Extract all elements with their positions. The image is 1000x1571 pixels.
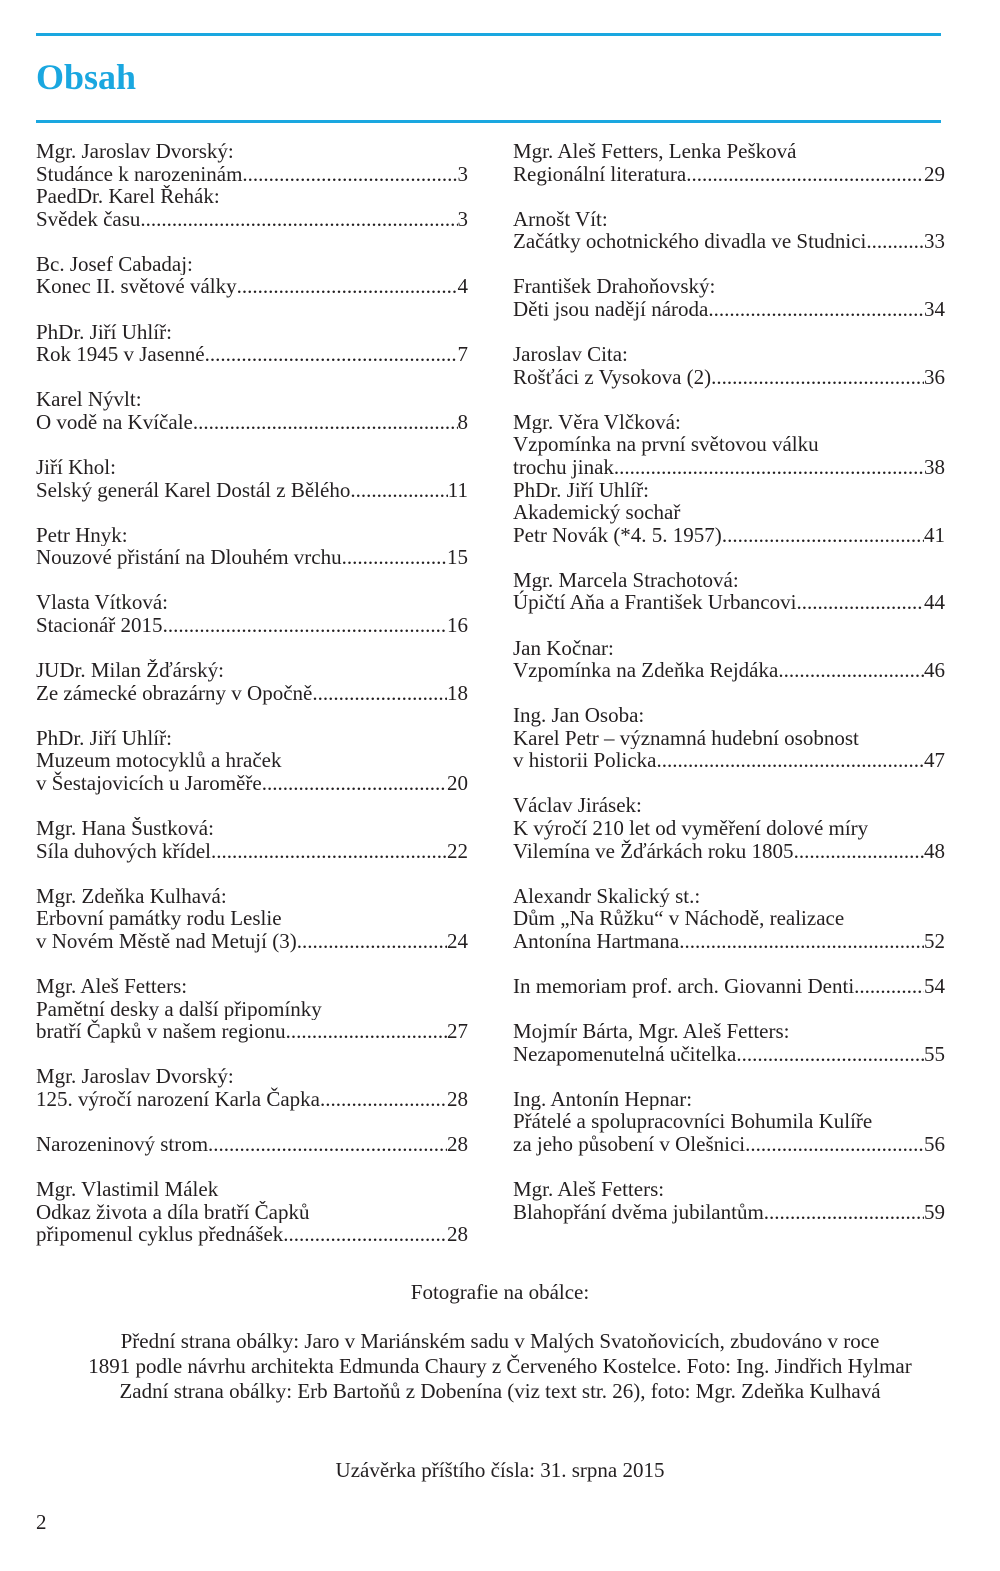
toc-entry-title-line [36,411,468,434]
toc-entry [513,140,945,185]
toc-page-number: 52 [924,928,945,953]
toc-entry [513,975,945,998]
toc-entry-title-line [36,343,468,366]
toc-entry-line: Jiří Khol: [36,455,116,479]
toc-dot-leader [237,275,458,298]
toc-entry-title-line [513,456,945,479]
toc-entry-title: Úpičtí Aňa a František Urbancovi [513,590,797,615]
toc-entry-line: PhDr. Jiří Uhlíř: [36,320,172,344]
toc-page-number: 7 [457,342,468,367]
toc-entry-title: v Novém Městě nad Metují (3) [36,928,297,953]
toc-dot-leader [778,659,924,682]
toc-dot-leader [866,230,924,253]
toc-entry-title-line [513,524,945,547]
toc-entry [36,1178,468,1246]
toc-page-number: 38 [924,454,945,479]
cover-photo-heading: Fotografie na obálce: [410,1280,590,1304]
toc-entry-title-line [36,614,468,637]
toc-entry-title-line [36,208,468,231]
toc-entry-title: Antonína Hartmana [513,928,680,953]
toc-entry-title-line [513,1043,945,1066]
toc-entry-line: K výročí 210 let od vyměření dolové míry [513,817,869,840]
toc-entry [513,569,945,614]
toc-page-number: 16 [447,612,468,637]
toc-page-number: 44 [924,590,945,615]
toc-entry-title-line [513,840,945,863]
toc-entry-title: Síla duhových křídel [36,838,211,863]
toc-page-number: 27 [447,1019,468,1044]
toc-dot-leader [297,930,447,953]
toc-dot-leader [796,591,924,614]
toc-dot-leader [163,614,447,637]
toc-entry-title-line [36,930,468,953]
toc-dot-leader [193,411,458,434]
toc-entry [513,479,945,547]
toc-dot-leader [286,1020,447,1043]
toc-entry-line: PhDr. Jiří Uhlíř: [513,478,649,502]
toc-entry-title: Studánce k narozeninám [36,161,243,186]
toc-page-number: 28 [447,1222,468,1247]
toc-entry [513,275,945,320]
toc-entry-title-line [513,749,945,772]
toc-entry-line: PaedDr. Karel Řehák: [36,185,220,208]
toc-dot-leader [722,524,924,547]
toc-entry [513,1020,945,1065]
toc-entry [36,253,468,298]
toc-dot-leader [686,163,924,186]
toc-entry-line: Mgr. Aleš Fetters, Lenka Pešková [513,140,797,163]
toc-entry-title-line [513,1133,945,1156]
toc-entry-line: Mojmír Bárta, Mgr. Aleš Fetters: [513,1020,790,1043]
toc-entry-line: Mgr. Aleš Fetters: [513,1178,665,1201]
toc-entry-title-line [36,479,468,502]
toc-entry-title-line [36,1020,468,1043]
toc-page-number: 8 [457,409,468,434]
toc-entry-line: Vlasta Vítková: [36,591,169,614]
toc-dot-leader [711,366,924,389]
toc-page-number: 54 [924,974,945,999]
toc-entry-title-line [513,591,945,614]
toc-entry-line: Mgr. Jaroslav Dvorský: [36,1065,234,1088]
page-title: Obsah [36,57,137,97]
toc-entry-title: Rok 1945 v Jasenné [36,342,205,367]
toc-entry-title: bratří Čapků v našem regionu [36,1019,286,1044]
toc-entry-title: Vzpomínka na Zdeňka Rejdáka [513,658,779,683]
toc-page-number: 36 [924,364,945,389]
toc-page-number: 4 [457,274,468,299]
toc-entry [36,975,468,1043]
toc-page-number: 3 [457,161,468,186]
toc-entry [513,1178,945,1223]
toc-page-number: 47 [924,748,945,773]
toc-entry-title: In memoriam prof. arch. Giovanni Denti [513,974,855,999]
toc-entry [36,140,468,185]
toc-entry-title-line [36,772,468,795]
toc-right-column [513,140,945,1246]
toc-entry-line: Dům „Na Růžku“ v Náchodě, realizace [513,907,845,930]
toc-entry-title-line [36,275,468,298]
toc-dot-leader [736,1043,924,1066]
toc-dot-leader [208,1133,447,1156]
toc-entry [36,456,468,501]
toc-entry-line: Karel Nývlt: [36,388,142,411]
toc-dot-leader [242,163,457,186]
toc-entry-title: v Šestajovicích u Jaroměře [36,770,262,795]
toc-entry-line: Mgr. Vlastimil Málek [36,1178,219,1201]
toc-entry-title: Vilemína ve Žďárkách roku 1805 [513,838,794,863]
toc-dot-leader [205,343,458,366]
toc-entry-line: Mgr. Hana Šustková: [36,816,214,840]
toc-page-number: 48 [924,838,945,863]
toc-entry [513,704,945,772]
toc-entry-title: Nezapomenutelná učitelka [513,1041,737,1066]
toc-entry-line: Petr Hnyk: [36,523,128,547]
toc-entry [513,411,945,479]
toc-page-number: 34 [924,296,945,321]
toc-entry-title-line [513,230,945,253]
toc-entry-title: trochu jinak [513,454,614,479]
toc-entry-line: Mgr. Marcela Strachotová: [513,568,739,592]
toc-entry-title-line [36,840,468,863]
toc-page-number: 11 [447,477,468,502]
toc-entry-line: Pamětní desky a další připomínky [36,997,322,1021]
toc-entry-line: JUDr. Milan Žďárský: [36,659,224,682]
toc-page-number: 24 [447,928,468,953]
toc-entry-title-line [513,366,945,389]
toc-entry [36,591,468,636]
toc-dot-leader [140,208,457,231]
toc-page-number: 29 [924,161,945,186]
toc-entry [513,343,945,388]
toc-entry-line: Ing. Antonín Hepnar: [513,1087,693,1111]
toc-dot-leader [312,682,447,705]
toc-page-number: 33 [924,229,945,254]
toc-entry-line: Přátelé a spolupracovníci Bohumila Kulíře [513,1110,873,1133]
toc-entry-title: Svědek času [36,206,141,231]
toc-entry [513,208,945,253]
toc-entry-title: Narozeninový strom [36,1131,209,1156]
deadline-note: Uzávěrka příštího čísla: 31. srpna 2015 [335,1458,665,1482]
toc-entry-line: Erbovní památky rodu Leslie [36,907,282,930]
toc-entry-title-line [513,1201,945,1224]
title-rule [36,120,941,123]
toc-dot-leader [320,1088,447,1111]
toc-entry-title: Ze zámecké obrazárny v Opočně [36,680,313,705]
toc-page-number: 41 [924,522,945,547]
toc-page-number: 56 [924,1132,945,1156]
toc-page-number: 15 [447,545,468,570]
toc-entry-title-line [36,163,468,186]
toc-entry [36,885,468,953]
toc-entry-title-line [513,298,945,321]
toc-entry-title: v historii Policka [513,748,657,773]
toc-entry [36,1133,468,1156]
top-rule [36,33,941,36]
toc-entry-line: Bc. Josef Cabadaj: [36,252,193,276]
toc-entry-line: Mgr. Aleš Fetters: [36,974,188,998]
toc-entry-line: Mgr. Zdeňka Kulhavá: [36,884,227,908]
toc-dot-leader [764,1201,924,1224]
toc-entry [513,885,945,953]
toc-entry [513,637,945,682]
toc-entry-title-line [513,163,945,186]
toc-entry-line: Mgr. Věra Vlčková: [513,410,681,434]
cover-photo-caption-line: Zadní strana obálky: Erb Bartoňů z Dobenína (viz text str. 26), foto: Mgr. Zdeňka Kulhavá [119,1379,881,1403]
toc-entry [36,1065,468,1110]
toc-entry [513,1088,945,1156]
toc-entry-title: Konec II. světové války [36,274,237,299]
toc-entry-title: Děti jsou nadějí národa [513,296,709,321]
toc-entry [513,794,945,862]
toc-entry [36,659,468,704]
toc-entry [36,388,468,433]
toc-entry-line: František Drahoňovský: [513,275,716,298]
toc-entry-title-line [36,1133,468,1156]
toc-entry-line: Ing. Jan Osoba: [513,704,645,727]
toc-dot-leader [614,456,924,479]
toc-entry-title-line [513,930,945,953]
toc-page-number: 59 [924,1199,945,1224]
toc-dot-leader [745,1133,924,1156]
toc-entry-title-line [36,546,468,569]
toc-entry-title: za jeho působení v Olešnici [513,1132,746,1156]
toc-entry-title: Petr Novák (*4. 5. 1957) [513,522,722,547]
toc-entry-title: Začátky ochotnického divadla ve Studnici [513,229,867,254]
toc-entry-line: PhDr. Jiří Uhlíř: [36,726,172,750]
toc-page-number: 3 [457,206,468,231]
toc-dot-leader [708,298,924,321]
page-number: 2 [36,1510,47,1534]
toc-page-number: 22 [447,838,468,863]
toc-entry-title-line [36,1223,468,1246]
toc-entry-line: Václav Jirásek: [513,794,642,818]
cover-photo-caption-line: Přední strana obálky: Jaro v Mariánském sadu v Malých Svatoňovicích, zbudováno v roce [120,1329,880,1353]
cover-photo-captions [0,1329,1000,1404]
toc-left-column [36,140,468,1268]
toc-dot-leader [854,975,924,998]
toc-entry-title: Stacionář 2015 [36,612,163,637]
toc-entry-title: Nouzové přistání na Dlouhém vrchu [36,545,342,570]
toc-entry [36,524,468,569]
toc-entry-title-line [36,682,468,705]
toc-dot-leader [794,840,924,863]
toc-entry-line: Muzeum motocyklů a hraček [36,749,282,772]
toc-entry-line: Vzpomínka na první světovou válku [513,433,819,456]
toc-entry-line: Arnošt Vít: [513,207,608,231]
toc-entry-line: Jaroslav Cita: [513,343,628,366]
toc-entry-title: O vodě na Kvíčale [36,409,193,434]
toc-entry-line: Odkaz života a díla bratří Čapků [36,1200,310,1224]
toc-entry-line: Karel Petr – významná hudební osobnost [513,726,859,750]
toc-page-number: 55 [924,1041,945,1066]
toc-page-number: 46 [924,658,945,683]
toc-page-number: 18 [447,680,468,705]
toc-entry-title-line [513,975,945,998]
toc-page-number: 28 [447,1131,468,1156]
toc-entry-title: Regionální literatura [513,161,687,186]
toc-entry-line: Alexandr Skalický st.: [513,884,701,908]
toc-entry-title: Rošťáci z Vysokova (2) [513,364,712,389]
toc-entry-line: Mgr. Jaroslav Dvorský: [36,140,234,163]
toc-entry-title: Blahopřání dvěma jubilantům [513,1199,764,1224]
toc-entry-title: připomenul cyklus přednášek [36,1222,284,1247]
toc-entry [36,185,468,230]
toc-entry-line: Jan Kočnar: [513,636,614,660]
toc-dot-leader [350,479,447,502]
toc-dot-leader [283,1223,447,1246]
toc-entry-title-line [36,1088,468,1111]
toc-entry [36,727,468,795]
toc-entry-title: Selský generál Karel Dostál z Bělého [36,477,351,502]
toc-entry [36,321,468,366]
toc-dot-leader [679,930,924,953]
toc-entry-title-line [513,659,945,682]
toc-entry-line: Akademický sochař [513,501,681,524]
toc-dot-leader [211,840,447,863]
toc-page-number: 20 [447,770,468,795]
toc-page-number: 28 [447,1086,468,1111]
toc-entry-title: 125. výročí narození Karla Čapka [36,1086,320,1111]
cover-photo-caption-line: 1891 podle návrhu architekta Edmunda Chaury z Červeného Kostelce. Foto: Ing. Jindřich Hylmar [88,1354,912,1378]
toc-dot-leader [657,749,925,772]
toc-dot-leader [342,546,447,569]
toc-entry [36,817,468,862]
toc-dot-leader [262,772,447,795]
